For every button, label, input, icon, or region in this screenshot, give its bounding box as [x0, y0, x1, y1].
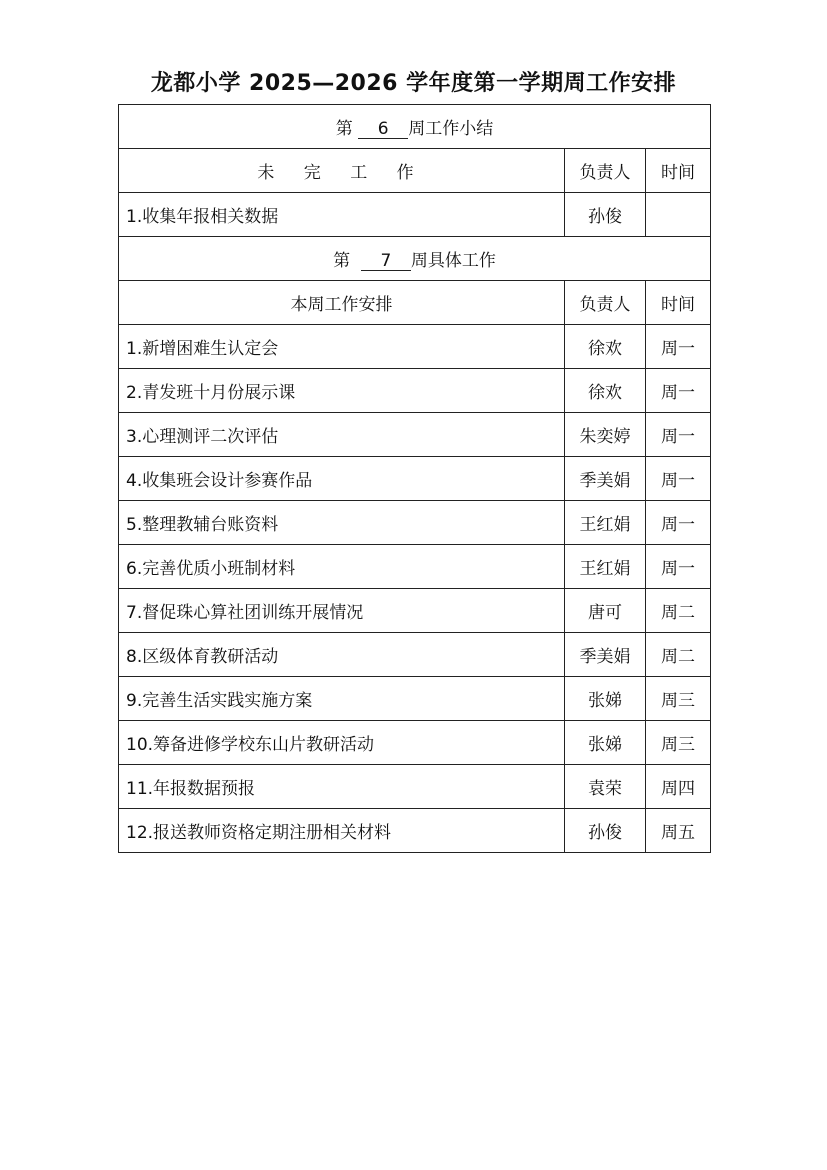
- plan-heading: [119, 237, 711, 281]
- plan-row: [119, 237, 711, 281]
- table-row: [119, 721, 711, 765]
- plan-owner-header: 负责人: [565, 281, 646, 325]
- owner-cell: 徐欢: [565, 325, 646, 369]
- owner-cell: 季美娟: [565, 633, 646, 677]
- task-cell: 2.青发班十月份展示课: [119, 369, 565, 413]
- summary-week-number: 6: [358, 120, 408, 139]
- time-cell: 周四: [646, 765, 711, 809]
- plan-task-header: 本周工作安排: [119, 281, 565, 325]
- owner-cell: 唐可: [565, 589, 646, 633]
- unfinished-task-header: 未 完 工 作: [119, 149, 565, 193]
- task-cell: 4.收集班会设计参赛作品: [119, 457, 565, 501]
- table-row: [119, 545, 711, 589]
- owner-cell: 袁荣: [565, 765, 646, 809]
- time-cell: 周三: [646, 677, 711, 721]
- table-row: [119, 325, 711, 369]
- time-cell: 周一: [646, 545, 711, 589]
- time-cell: 周一: [646, 501, 711, 545]
- table-row: [119, 677, 711, 721]
- schedule-table: [118, 104, 711, 853]
- task-cell: 12.报送教师资格定期注册相关材料: [119, 809, 565, 853]
- task-cell: 11.年报数据预报: [119, 765, 565, 809]
- task-cell: 5.整理教辅台账资料: [119, 501, 565, 545]
- time-cell: 周二: [646, 589, 711, 633]
- plan-prefix: 第: [333, 251, 351, 271]
- owner-cell: 孙俊: [565, 809, 646, 853]
- time-cell: 周一: [646, 325, 711, 369]
- time-cell: 周一: [646, 413, 711, 457]
- time-cell: 周三: [646, 721, 711, 765]
- time-cell: 周二: [646, 633, 711, 677]
- unfinished-header-row: [119, 149, 711, 193]
- table-row: [119, 809, 711, 853]
- unfinished-time-cell: [646, 193, 711, 237]
- unfinished-task-cell: 1.收集年报相关数据: [119, 193, 565, 237]
- page-title: 龙都小学 2025—2026 学年度第一学期周工作安排: [150, 71, 677, 96]
- owner-cell: 徐欢: [565, 369, 646, 413]
- table-row: [119, 457, 711, 501]
- task-cell: 6.完善优质小班制材料: [119, 545, 565, 589]
- time-cell: 周五: [646, 809, 711, 853]
- task-cell: 9.完善生活实践实施方案: [119, 677, 565, 721]
- plan-suffix: 周具体工作: [410, 251, 496, 271]
- plan-header-row: [119, 281, 711, 325]
- owner-cell: 张娣: [565, 721, 646, 765]
- owner-cell: 季美娟: [565, 457, 646, 501]
- summary-suffix: 周工作小结: [408, 119, 494, 139]
- plan-week-number: 7: [361, 252, 411, 271]
- task-cell: 10.筹备进修学校东山片教研活动: [119, 721, 565, 765]
- task-cell: 8.区级体育教研活动: [119, 633, 565, 677]
- time-cell: 周一: [646, 369, 711, 413]
- unfinished-time-header: 时间: [646, 149, 711, 193]
- table-row: [119, 633, 711, 677]
- plan-time-header: 时间: [646, 281, 711, 325]
- owner-cell: 王红娟: [565, 545, 646, 589]
- summary-row: [119, 105, 711, 149]
- summary-prefix: 第: [335, 119, 353, 139]
- owner-cell: 王红娟: [565, 501, 646, 545]
- table-row: [119, 765, 711, 809]
- unfinished-owner-cell: 孙俊: [565, 193, 646, 237]
- summary-heading: [119, 105, 711, 149]
- task-cell: 3.心理测评二次评估: [119, 413, 565, 457]
- table-row: [119, 589, 711, 633]
- unfinished-owner-header: 负责人: [565, 149, 646, 193]
- task-cell: 1.新增困难生认定会: [119, 325, 565, 369]
- owner-cell: 朱奕婷: [565, 413, 646, 457]
- time-cell: 周一: [646, 457, 711, 501]
- table-row: [119, 369, 711, 413]
- owner-cell: 张娣: [565, 677, 646, 721]
- table-row: [119, 413, 711, 457]
- table-row: [119, 501, 711, 545]
- task-cell: 7.督促珠心算社团训练开展情况: [119, 589, 565, 633]
- unfinished-row: [119, 193, 711, 237]
